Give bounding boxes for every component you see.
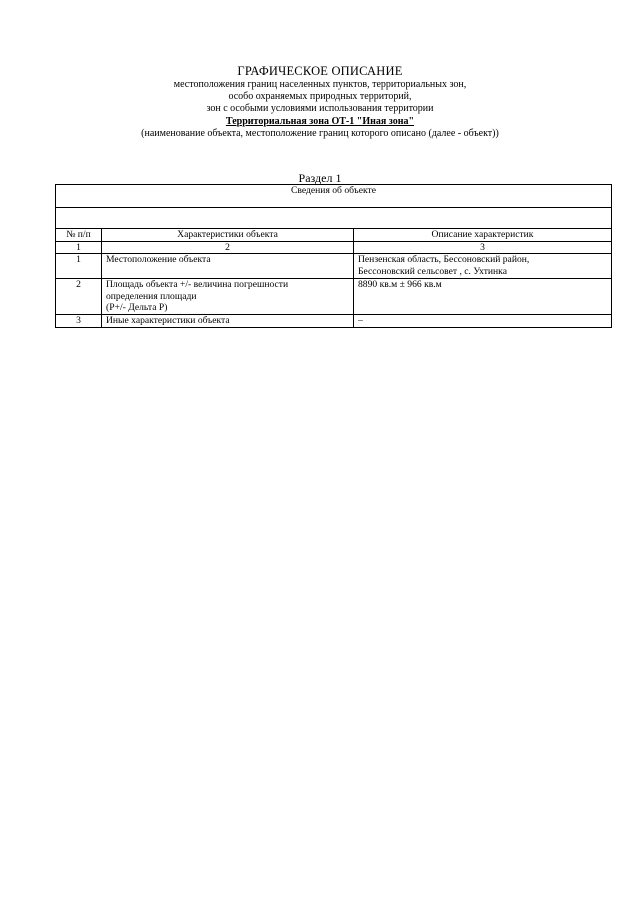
- column-number: 2: [102, 241, 354, 254]
- section-title: Раздел 1: [298, 171, 342, 185]
- table-empty-row: [56, 208, 612, 229]
- object-caption: (наименование объекта, местоположение границ которого описано (далее - объект)): [141, 127, 499, 139]
- text-line: Площадь объекта +/- величина погрешности: [106, 279, 289, 291]
- text-line: (P+/- Дельта P): [106, 302, 168, 314]
- table-title: Сведения об объекте: [56, 185, 612, 208]
- table-title-row: [56, 185, 612, 208]
- table-header-row: [56, 229, 612, 242]
- text-line: Местоположение объекта: [106, 254, 211, 266]
- characteristic-name: [102, 315, 354, 328]
- text-line: определения площади: [106, 290, 197, 302]
- text-line: Пензенская область, Бессоновский район,: [358, 254, 530, 266]
- text-line: Иные характеристики объекта: [106, 315, 230, 327]
- characteristic-name: [102, 254, 354, 279]
- empty-cell: [56, 208, 612, 229]
- table-row: [56, 315, 612, 328]
- row-number: 2: [56, 279, 102, 315]
- column-header: Описание характеристик: [354, 229, 612, 242]
- column-header: № п/п: [56, 229, 102, 242]
- characteristic-value: [354, 279, 612, 315]
- table-column-number-row: [56, 241, 612, 254]
- column-number: 3: [354, 241, 612, 254]
- characteristic-value: [354, 315, 612, 328]
- subtitle-line-1: местоположения границ населенных пунктов, территориальных зон,: [173, 79, 467, 90]
- object-info-table: [55, 184, 612, 328]
- table-row: [56, 254, 612, 279]
- column-header: Характеристики объекта: [102, 229, 354, 242]
- text-line: Бессоновский сельсовет , с. Ухтинка: [358, 265, 507, 277]
- document-title: ГРАФИЧЕСКОЕ ОПИСАНИЕ: [237, 64, 403, 78]
- table-row: [56, 279, 612, 315]
- document-header: [0, 64, 640, 140]
- text-line: –: [358, 315, 363, 327]
- subtitle-line-2: особо охраняемых природных территорий,: [228, 91, 412, 103]
- subtitle-line-3: зон с особыми условиями использования территории: [206, 103, 434, 115]
- object-name: Территориальная зона ОТ-1 "Иная зона": [225, 115, 415, 127]
- column-number: 1: [56, 241, 102, 254]
- characteristic-value: [354, 254, 612, 279]
- text-line: 8890 кв.м ± 966 кв.м: [358, 279, 442, 291]
- characteristic-name: [102, 279, 354, 315]
- row-number: 1: [56, 254, 102, 279]
- row-number: 3: [56, 315, 102, 328]
